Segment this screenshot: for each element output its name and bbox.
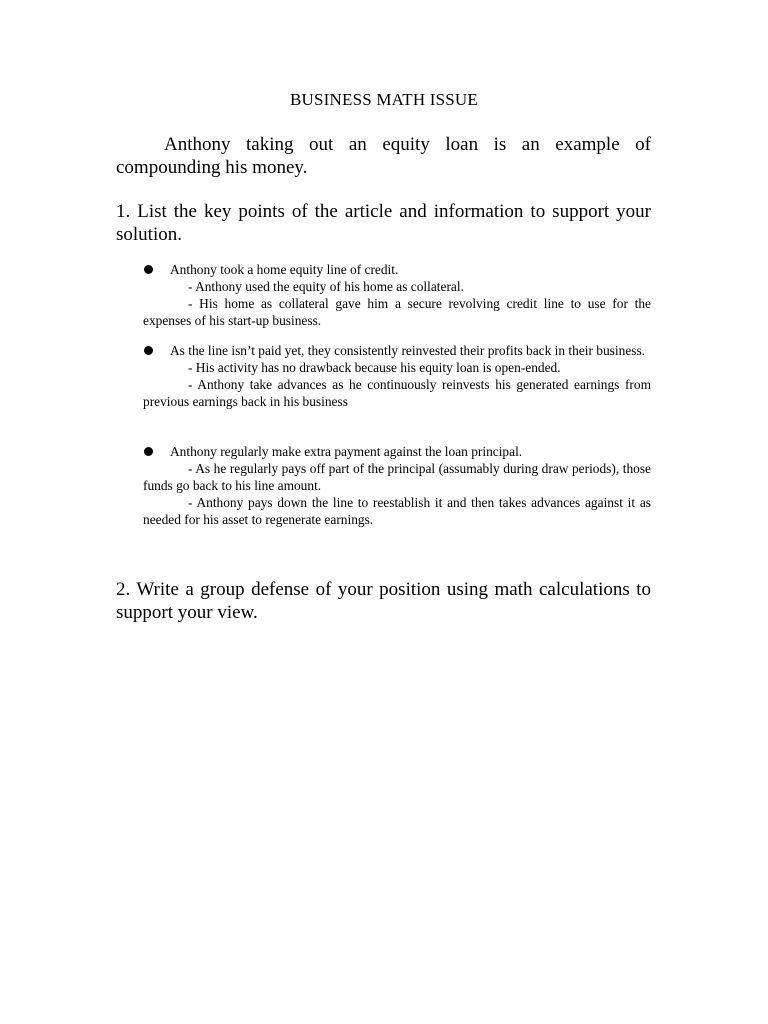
bullet-heading-text: Anthony regularly make extra payment against the loan principal.: [170, 444, 523, 459]
bullet-heading: [143, 342, 651, 359]
bullet-heading: [143, 443, 651, 460]
intro-paragraph: Anthony taking out an equity loan is an example of compounding his money.: [116, 134, 651, 178]
bullet-subpoint: - Anthony pays down the line to reestablish it and then takes advances against it as needed for his asset to regenerate earnings.: [143, 495, 651, 527]
bullet-dot-icon: [144, 346, 153, 355]
bullet-subpoint: - Anthony take advances as he continuously reinvests his generated earnings from previous earnings back in his business: [143, 377, 651, 409]
bullet-subpoint: - Anthony used the equity of his home as collateral.: [188, 279, 464, 294]
bullet-heading-text: Anthony took a home equity line of credit.: [170, 262, 399, 277]
bullet-subpoint: - As he regularly pays off part of the principal (assumably during draw periods), those funds go back to his line amount.: [143, 461, 651, 493]
question-2: 2. Write a group defense of your position using math calculations to support your view.: [116, 579, 651, 623]
bullet-item: [143, 261, 651, 329]
bullet-item: [143, 443, 651, 528]
bullet-item: [143, 342, 651, 410]
bullet-dot-icon: [144, 447, 153, 456]
question-1: 1. List the key points of the article and information to support your solution.: [116, 201, 651, 245]
bullet-subpoint: - His activity has no drawback because his equity loan is open-ended.: [188, 360, 561, 375]
bullet-heading-text: As the line isn’t paid yet, they consistently reinvested their profits back in their business.: [170, 343, 646, 358]
bullet-dot-icon: [144, 265, 153, 274]
page-title: BUSINESS MATH ISSUE: [289, 90, 478, 109]
bullet-subpoint: - His home as collateral gave him a secure revolving credit line to use for the expenses of his start-up business.: [143, 296, 651, 328]
bullet-heading: [143, 261, 651, 278]
